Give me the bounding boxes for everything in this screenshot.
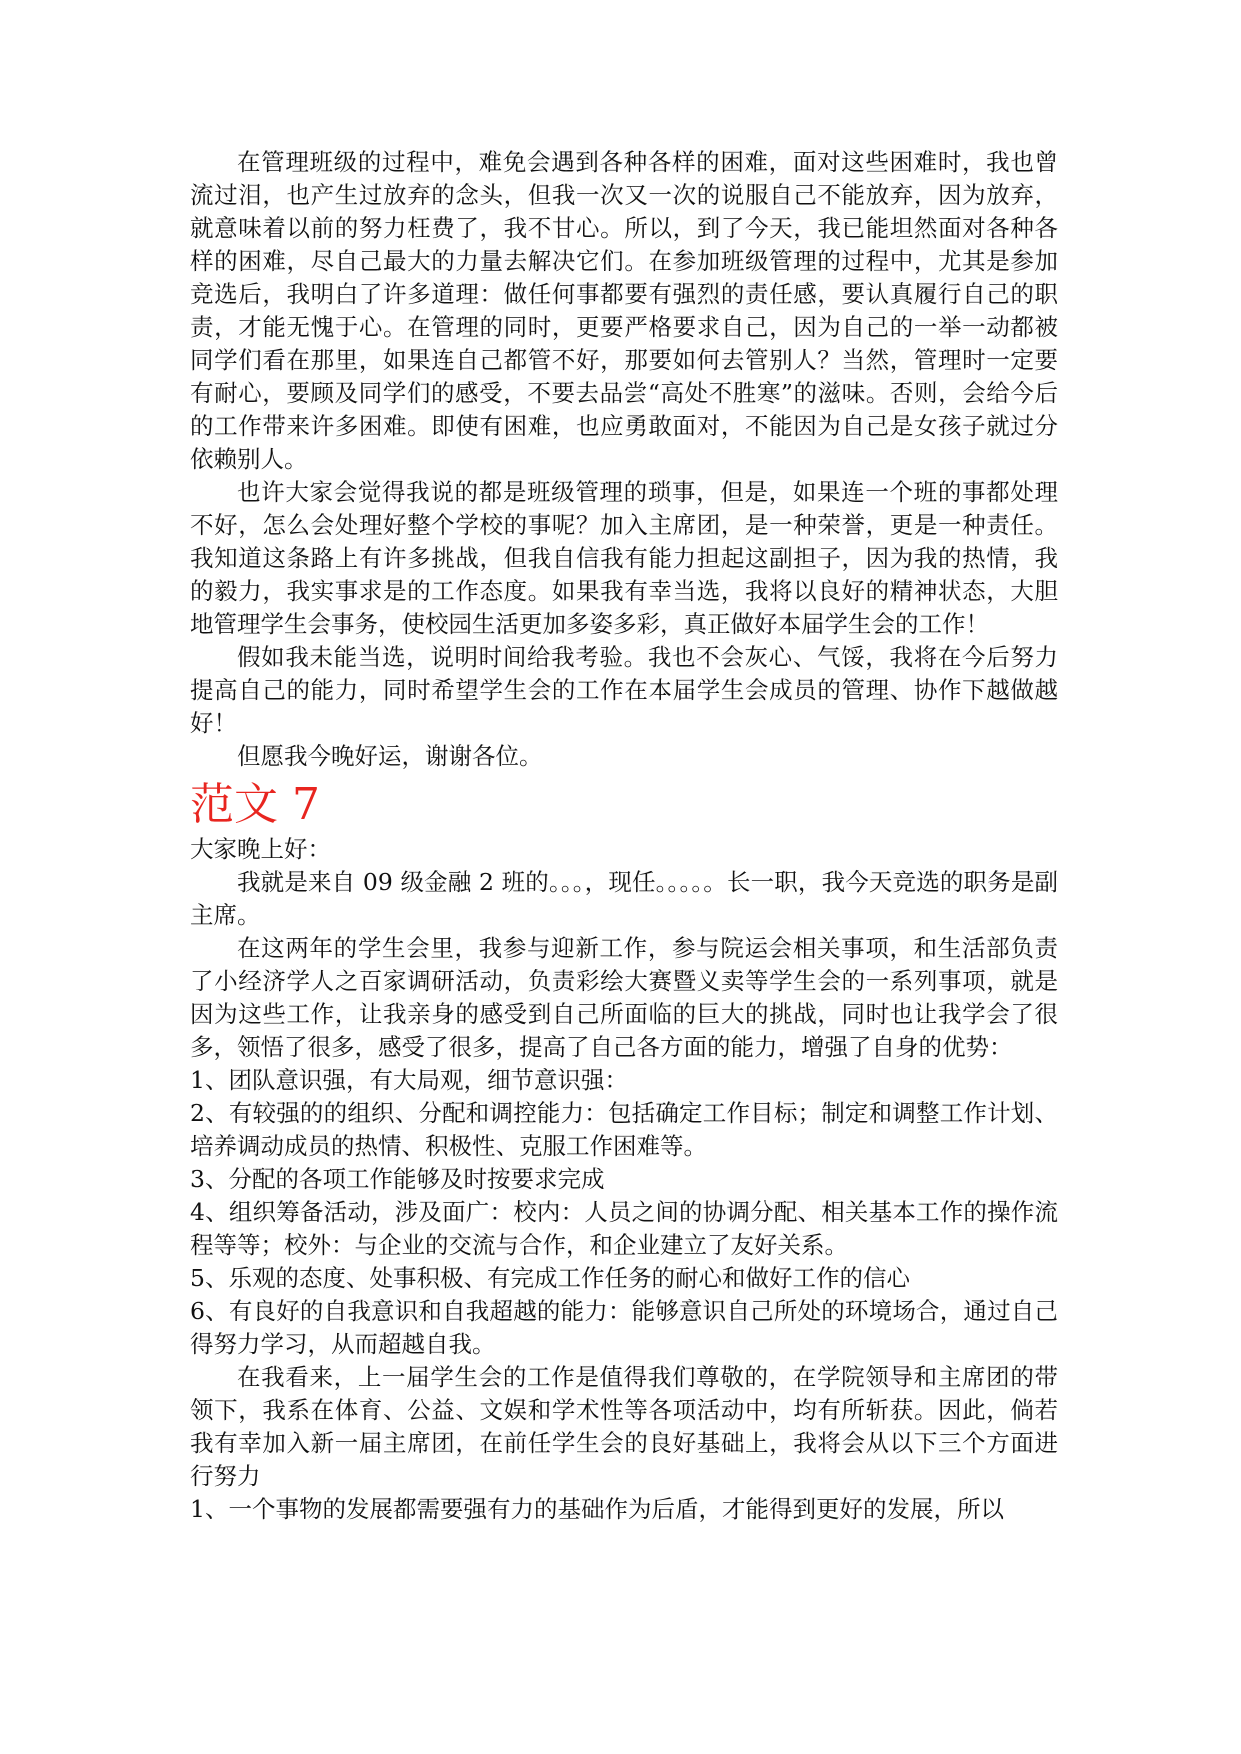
- list-item: 6、有良好的自我意识和自我超越的能力：能够意识自己所处的环境场合，通过自己得努力学习，从而超越自我。: [190, 1297, 1058, 1358]
- list-item: 4、组织筹备活动，涉及面广：校内：人员之间的协调分配、相关基本工作的操作流程等等；校外：与企业的交流与合作，和企业建立了友好关系。: [190, 1198, 1058, 1259]
- body-paragraph: 也许大家会觉得我说的都是班级管理的琐事，但是，如果连一个班的事都处理不好，怎么会处理好整个学校的事呢？加入主席团，是一种荣誉，更是一种责任。我知道这条路上有许多挑战，但我自信我有能力担起这副担子，因为我的热情，我的毅力，我实事求是的工作态度。如果我有幸当选，我将以良好的精神状态，大胆地管理学生会事务，使校园生活更加多姿多彩，真正做好本届学生会的工作！: [190, 478, 1058, 638]
- body-paragraph: 在管理班级的过程中，难免会遇到各种各样的困难，面对这些困难时，我也曾流过泪，也产生过放弃的念头，但我一次又一次的说服自己不能放弃，因为放弃，就意味着以前的努力枉费了，我不甘心。所以，到了今天，我已能坦然面对各种各样的困难，尽自己最大的力量去解决它们。在参加班级管理的过程中，尤其是参加竞选后，我明白了许多道理：做任何事都要有强烈的责任感，要认真履行自己的职责，才能无愧于心。在管理的同时，更要严格要求自己，因为自己的一举一动都被同学们看在那里，如果连自己都管不好，那要如何去管别人？当然，管理时一定要有耐心，要顾及同学们的感受，不要去品尝“高处不胜寒”的滋味。否则，会给今后的工作带来许多困难。即使有困难，也应勇敢面对，不能因为自己是女孩子就过分依赖别人。: [190, 148, 1058, 473]
- body-paragraph: 在这两年的学生会里，我参与迎新工作，参与院运会相关事项，和生活部负责了小经济学人之百家调研活动，负责彩绘大赛暨义卖等学生会的一系列事项，就是因为这些工作，让我亲身的感受到自己所面临的巨大的挑战，同时也让我学会了很多，领悟了很多，感受了很多，提高了自己各方面的能力，增强了自身的优势：: [190, 934, 1058, 1061]
- document-body: [190, 146, 1058, 1526]
- list-item: 1、团队意识强，有大局观，细节意识强：: [190, 1066, 628, 1094]
- section-heading: 范文 7: [190, 779, 320, 830]
- body-paragraph: 在我看来，上一届学生会的工作是值得我们尊敬的，在学院领导和主席团的带领下，我系在体育、公益、文娱和学术性等各项活动中，均有所斩获。因此，倘若我有幸加入新一届主席团，在前任学生会的良好基础上，我将会从以下三个方面进行努力: [190, 1363, 1058, 1490]
- greeting: 大家晚上好：: [190, 835, 331, 863]
- body-paragraph: 我就是来自 09 级金融 2 班的。。。，现任。。。。。长一职，我今天竞选的职务是副主席。: [190, 868, 1058, 929]
- body-paragraph: 假如我未能当选，说明时间给我考验。我也不会灰心、气馁，我将在今后努力提高自己的能力，同时希望学生会的工作在本届学生会成员的管理、协作下越做越好！: [190, 643, 1058, 737]
- body-paragraph: 但愿我今晚好运，谢谢各位。: [237, 742, 543, 770]
- list-item: 2、有较强的的组织、分配和调控能力：包括确定工作目标；制定和调整工作计划、培养调动成员的热情、积极性、克服工作困难等。: [190, 1099, 1058, 1160]
- list-item: 5、乐观的态度、处事积极、有完成工作任务的耐心和做好工作的信心: [190, 1264, 910, 1292]
- list-item: 1、一个事物的发展都需要强有力的基础作为后盾，才能得到更好的发展，所以: [190, 1495, 1004, 1523]
- list-item: 3、分配的各项工作能够及时按要求完成: [190, 1165, 605, 1193]
